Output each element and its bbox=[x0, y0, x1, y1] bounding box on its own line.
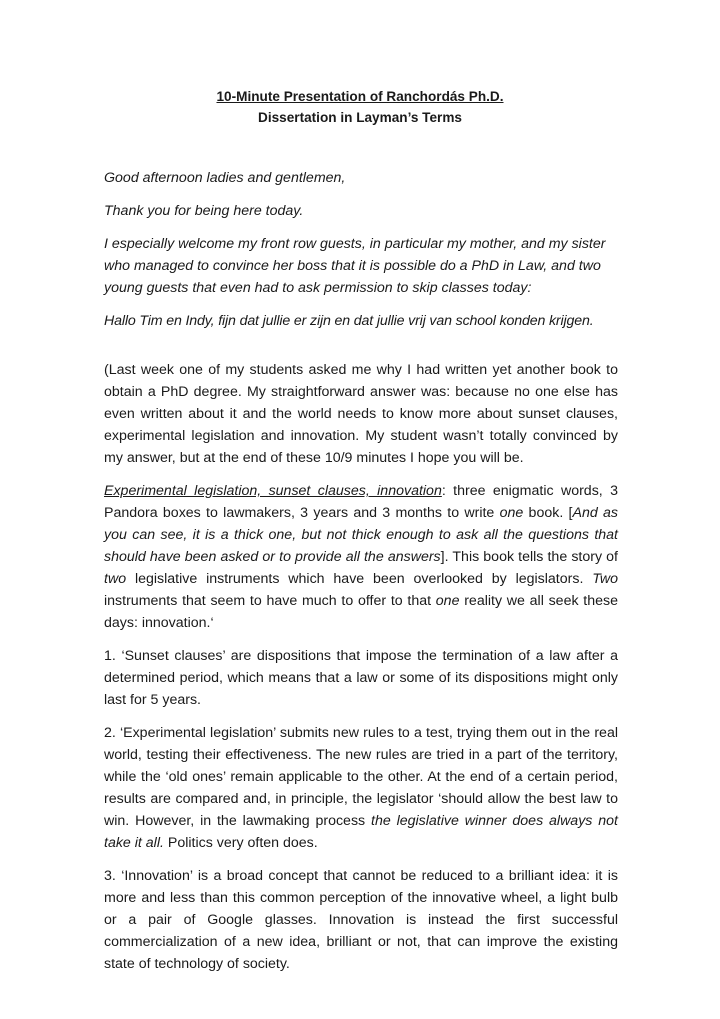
intro-paragraph: (Last week one of my students asked me why I had written yet another book to obtain a PhD degree. My straightforward answer was: because no one else has even written about it and the world needs to know more about sunset clauses, experimental legislation and innovation. My student wasn’t totally convinced by my answer, but at the end of these 10/9 minutes I hope you will be. bbox=[104, 362, 618, 466]
experimental-text-2: Politics very often does. bbox=[163, 835, 318, 851]
keywords-text-3: ]. This book tells the story of bbox=[440, 549, 618, 565]
body-section bbox=[104, 359, 618, 986]
document-title bbox=[0, 86, 720, 128]
greeting-paragraph-3: I especially welcome my front row guests, in particular my mother, and my sister who managed to convince her boss that it is possible do a PhD in Law, and two young guests that even had to ask permission to skip classes today: bbox=[104, 236, 606, 296]
greeting-paragraph-dutch: Hallo Tim en Indy, fijn dat jullie er zijn en dat jullie vrij van school konden krijgen. bbox=[104, 313, 594, 329]
keywords-text-5: instruments that seem to have much to offer to that bbox=[104, 593, 436, 609]
greeting-paragraph-1: Good afternoon ladies and gentlemen, bbox=[104, 170, 346, 186]
keywords-italic-3: two bbox=[104, 571, 127, 587]
keywords-text-6: reality we all seek these days: innovation.‘ bbox=[104, 593, 618, 631]
keywords-paragraph bbox=[104, 480, 618, 634]
greeting-paragraph-2: Thank you for being here today. bbox=[104, 203, 304, 219]
keywords-italic-5: one bbox=[435, 593, 460, 609]
innovation-paragraph: 3. ‘Innovation’ is a broad concept that cannot be reduced to a brilliant idea: it is more and less than this common perception of the innovative wheel, a light bulb or a pair of Google glasses. Innovation is instead the first successful commercialization of a new idea, brilliant or not, that can improve the existing state of technology of society. bbox=[104, 868, 618, 972]
keywords-text-1: : three enigmatic words, 3 Pandora boxes to lawmakers, 3 years and 3 months to write bbox=[104, 483, 618, 521]
experimental-text-1: 2. ‘Experimental legislation’ submits new rules to a test, trying them out in the real world, testing their effectiveness. The new rules are tried in a part of the territory, while the ‘old ones’ remain applicable to the other. At the end of a certain period, results are compared and, in principle, the legislator ‘should allow the best law to win. However, in the lawmaking process bbox=[104, 725, 618, 829]
keywords-italic-1: one bbox=[499, 505, 524, 521]
keywords-text-2: book. [ bbox=[523, 505, 573, 521]
experimental-italic-1: the legislative winner does always not take it all. bbox=[104, 813, 618, 851]
experimental-legislation-paragraph bbox=[104, 722, 618, 854]
sunset-clauses-paragraph: 1. ‘Sunset clauses’ are dispositions that impose the termination of a law after a determined period, which means that a law or some of its dispositions might only last for 5 years. bbox=[104, 648, 618, 708]
greeting-section bbox=[104, 167, 618, 343]
keywords-text-4: legislative instruments which have been overlooked by legislators. bbox=[126, 571, 593, 587]
title-line-1: 10-Minute Presentation of Ranchordás Ph.D. bbox=[216, 89, 504, 104]
keywords-italic-4: Two bbox=[592, 571, 618, 587]
title-line-2: Dissertation in Layman’s Terms bbox=[258, 110, 462, 125]
keywords-italic-2: And as you can see, it is a thick one, but not thick enough to ask all the questions that should have been asked or to provide all the answers bbox=[104, 505, 619, 565]
keywords-underlined: Experimental legislation, sunset clauses, innovation bbox=[104, 483, 442, 499]
